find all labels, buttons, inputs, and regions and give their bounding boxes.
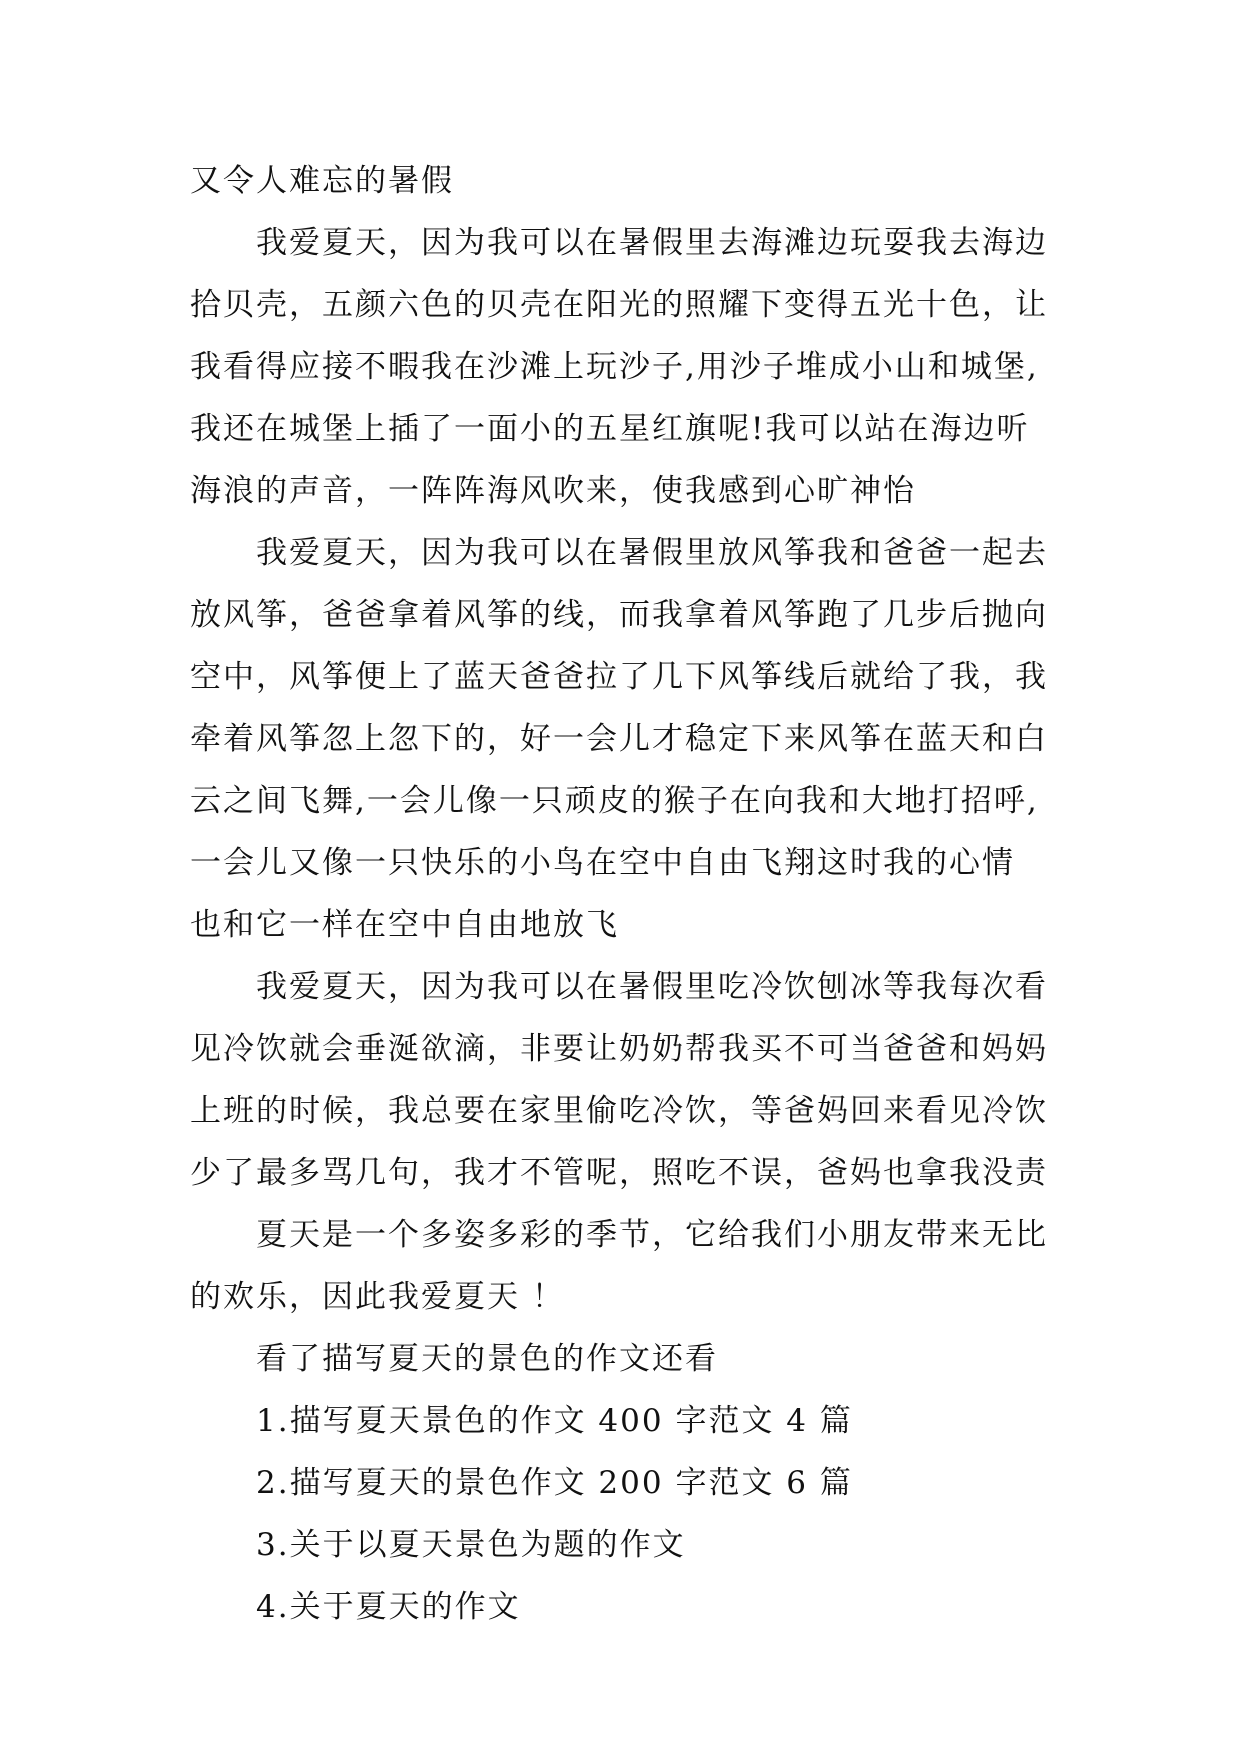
paragraph-line: 夏天是一个多姿多彩的季节，它给我们小朋友带来无比 bbox=[256, 1217, 1048, 1253]
intro-line: 又令人难忘的暑假 bbox=[190, 163, 454, 199]
paragraph-line: 见冷饮就会垂涎欲滴，非要让奶奶帮我买不可当爸爸和妈妈 bbox=[190, 1031, 1048, 1067]
paragraph-beach bbox=[190, 212, 1060, 522]
paragraph-line: 海浪的声音，一阵阵海风吹来，使我感到心旷神怡 bbox=[190, 473, 916, 509]
paragraph-line: 我爱夏天，因为我可以在暑假里去海滩边玩耍我去海边 bbox=[256, 225, 1048, 261]
paragraph-line: 我爱夏天，因为我可以在暑假里吃冷饮刨冰等我每次看 bbox=[256, 969, 1048, 1005]
paragraph-line: 我看得应接不暇我在沙滩上玩沙子,用沙子堆成小山和城堡, bbox=[190, 349, 1039, 385]
related-article-link[interactable]: 4.关于夏天的作文 bbox=[256, 1589, 521, 1625]
paragraph-line: 也和它一样在空中自由地放飞 bbox=[190, 907, 619, 943]
paragraph-line: 一会儿又像一只快乐的小鸟在空中自由飞翔这时我的心情 bbox=[190, 845, 1015, 881]
paragraph-line: 我还在城堡上插了一面小的五星红旗呢!我可以站在海边听 bbox=[190, 411, 1030, 447]
paragraph-line: 云之间飞舞,一会儿像一只顽皮的猴子在向我和大地打招呼, bbox=[190, 783, 1039, 819]
paragraph-line: 我爱夏天，因为我可以在暑假里放风筝我和爸爸一起去 bbox=[256, 535, 1048, 571]
paragraph-kite bbox=[190, 522, 1060, 956]
paragraph-line: 空中，风筝便上了蓝天爸爸拉了几下风筝线后就给了我，我 bbox=[190, 659, 1048, 695]
related-article-link[interactable]: 3.关于以夏天景色为题的作文 bbox=[256, 1527, 686, 1563]
related-article-link[interactable]: 2.描写夏天的景色作文 200 字范文 6 篇 bbox=[256, 1465, 853, 1501]
paragraph-conclusion bbox=[190, 1204, 1060, 1328]
paragraph-line: 上班的时候，我总要在家里偷吃冷饮，等爸妈回来看见冷饮 bbox=[190, 1093, 1048, 1129]
paragraph-cold-drinks bbox=[190, 956, 1060, 1204]
paragraph-line: 少了最多骂几句，我才不管呢，照吃不误，爸妈也拿我没责 bbox=[190, 1155, 1048, 1191]
paragraph-line: 放风筝，爸爸拿着风筝的线，而我拿着风筝跑了几步后抛向 bbox=[190, 597, 1048, 633]
related-heading: 看了描写夏天的景色的作文还看 bbox=[256, 1341, 718, 1377]
related-article-link[interactable]: 1.描写夏天景色的作文 400 字范文 4 篇 bbox=[256, 1403, 853, 1439]
related-articles-list bbox=[190, 1390, 1060, 1638]
document-page bbox=[190, 150, 1060, 1638]
paragraph-line: 拾贝壳，五颜六色的贝壳在阳光的照耀下变得五光十色，让 bbox=[190, 287, 1048, 323]
paragraph-line: 的欢乐，因此我爱夏天 ！ bbox=[190, 1279, 565, 1315]
paragraph-line: 牵着风筝忽上忽下的，好一会儿才稳定下来风筝在蓝天和白 bbox=[190, 721, 1048, 757]
